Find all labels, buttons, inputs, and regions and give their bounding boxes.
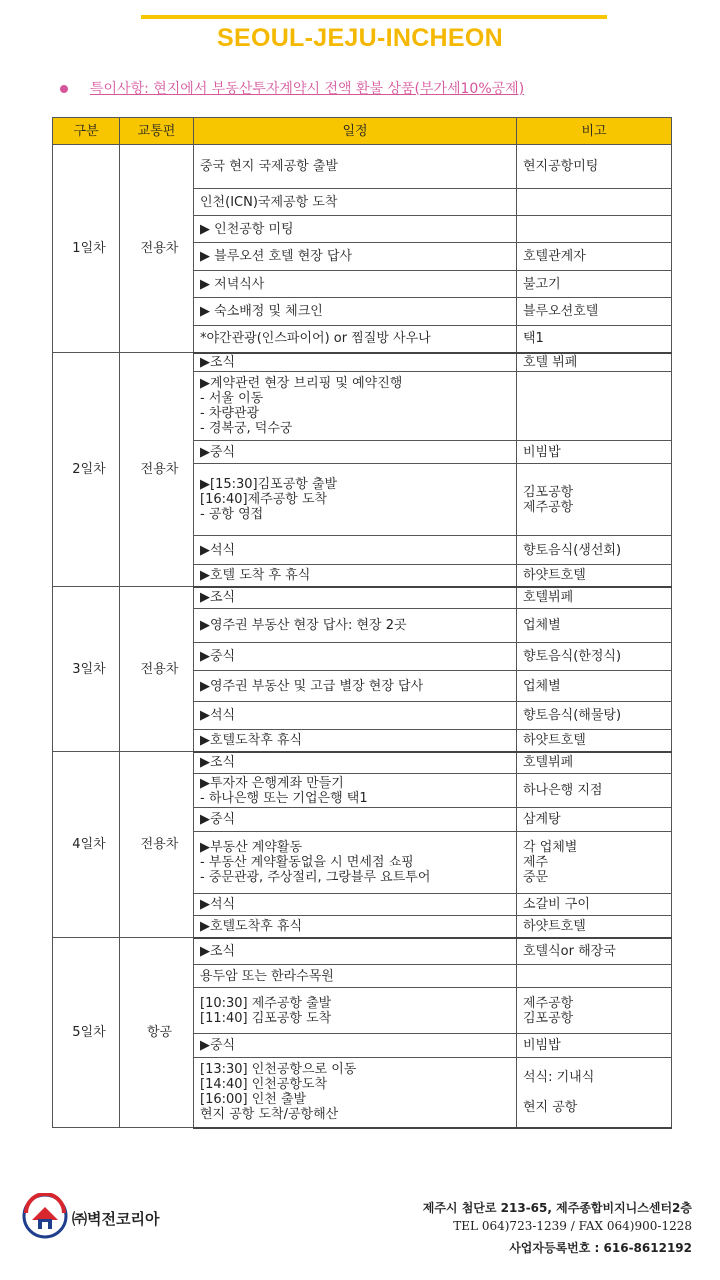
special-note-text: 특이사항: 현지에서 부동산투자계약시 전액 환불 상품(부가세10%공제) bbox=[90, 81, 525, 97]
transport-label: 전용차 bbox=[120, 752, 194, 938]
remarks-cell: 제주공항 김포공항 bbox=[517, 988, 672, 1034]
schedule-cell: ▶중식 bbox=[194, 1034, 517, 1058]
remarks-cell bbox=[517, 965, 672, 988]
schedule-cell: ▶부동산 계약활동 - 부동산 계약활동없을 시 면세점 쇼핑 - 중문관광, 주상절리, 그랑블루 요트투어 bbox=[194, 832, 517, 894]
remarks-cell: 블루오션호텔 bbox=[517, 298, 672, 326]
remarks-cell: 불고기 bbox=[517, 271, 672, 298]
table-row bbox=[53, 938, 672, 965]
company-logo bbox=[22, 1193, 68, 1239]
remarks-cell bbox=[517, 189, 672, 216]
schedule-cell: 인천(ICN)국제공항 도착 bbox=[194, 189, 517, 216]
schedule-cell: ▶ 인천공항 미팅 bbox=[194, 216, 517, 243]
business-number-value: : 616-8612192 bbox=[590, 1241, 692, 1255]
remarks-cell bbox=[517, 216, 672, 243]
business-number-label: 사업자등록번호 bbox=[509, 1241, 591, 1255]
transport-label: 전용차 bbox=[120, 353, 194, 587]
table-row bbox=[53, 145, 672, 189]
schedule-cell: ▶조식 bbox=[194, 752, 517, 774]
schedule-cell: 중국 현지 국제공항 출발 bbox=[194, 145, 517, 189]
schedule-cell: ▶조식 bbox=[194, 587, 517, 609]
table-row bbox=[53, 353, 672, 372]
remarks-cell: 하얏트호텔 bbox=[517, 916, 672, 938]
schedule-cell: ▶호텔 도착 후 휴식 bbox=[194, 565, 517, 587]
schedule-cell: ▶호텔도착후 휴식 bbox=[194, 916, 517, 938]
schedule-cell: ▶중식 bbox=[194, 808, 517, 832]
remarks-cell: 소갈비 구이 bbox=[517, 894, 672, 916]
table-header-row bbox=[53, 118, 672, 145]
remarks-cell: 향토음식(생선회) bbox=[517, 536, 672, 565]
remarks-cell: 비빔밥 bbox=[517, 441, 672, 464]
transport-label: 전용차 bbox=[120, 145, 194, 353]
table-row bbox=[53, 752, 672, 774]
schedule-cell: 용두암 또는 한라수목원 bbox=[194, 965, 517, 988]
business-number bbox=[509, 1239, 692, 1256]
header-transport: 교통편 bbox=[120, 118, 194, 145]
remarks-cell: 김포공항 제주공항 bbox=[517, 464, 672, 536]
remarks-cell: 하얏트호텔 bbox=[517, 730, 672, 752]
company-tel-fax: TEL 064)723-1239 / FAX 064)900-1228 bbox=[453, 1219, 692, 1233]
remarks-cell: 호텔관계자 bbox=[517, 243, 672, 271]
schedule-cell: ▶영주권 부동산 및 고급 별장 현장 답사 bbox=[194, 671, 517, 702]
schedule-cell: ▶ 숙소배정 및 체크인 bbox=[194, 298, 517, 326]
schedule-cell: [10:30] 제주공항 출발 [11:40] 김포공항 도착 bbox=[194, 988, 517, 1034]
schedule-cell: ▶[15:30]김포공항 출발 [16:40]제주공항 도착 - 공항 영접 bbox=[194, 464, 517, 536]
remarks-cell: 호텔 뷔페 bbox=[517, 353, 672, 372]
schedule-cell: ▶투자자 은행계좌 만들기 - 하나은행 또는 기업은행 택1 bbox=[194, 774, 517, 808]
schedule-cell: ▶계약관련 현장 브리핑 및 예약진행 - 서울 이동 - 차량관광 - 경복궁, 덕수궁 bbox=[194, 372, 517, 441]
company-name: ㈜벽전코리아 bbox=[72, 1210, 160, 1228]
remarks-cell: 업체별 bbox=[517, 671, 672, 702]
remarks-cell: 호텔뷔페 bbox=[517, 752, 672, 774]
remarks-cell: 택1 bbox=[517, 326, 672, 353]
schedule-cell: [13:30] 인천공항으로 이동 [14:40] 인천공항도착 [16:00] 인천 출발 현지 공항 도착/공항해산 bbox=[194, 1058, 517, 1128]
remarks-cell: 비빔밥 bbox=[517, 1034, 672, 1058]
remarks-cell bbox=[517, 372, 672, 441]
schedule-cell: ▶조식 bbox=[194, 353, 517, 372]
schedule-cell: ▶호텔도착후 휴식 bbox=[194, 730, 517, 752]
transport-label: 전용차 bbox=[120, 587, 194, 752]
schedule-cell: ▶중식 bbox=[194, 441, 517, 464]
day-label: 1일차 bbox=[53, 145, 120, 353]
special-note bbox=[60, 78, 524, 98]
schedule-table bbox=[52, 117, 672, 1129]
day-label: 2일차 bbox=[53, 353, 120, 587]
remarks-cell: 하나은행 지점 bbox=[517, 774, 672, 808]
remarks-cell: 호텔뷔페 bbox=[517, 587, 672, 609]
remarks-cell: 삼계탕 bbox=[517, 808, 672, 832]
remarks-cell: 하얏트호텔 bbox=[517, 565, 672, 587]
schedule-cell: *야간관광(인스파이어) or 찜질방 사우나 bbox=[194, 326, 517, 353]
schedule-cell: ▶영주권 부동산 현장 답사: 현장 2곳 bbox=[194, 609, 517, 643]
schedule-cell: ▶ 저녁식사 bbox=[194, 271, 517, 298]
table-row bbox=[53, 587, 672, 609]
header-remarks: 비고 bbox=[517, 118, 672, 145]
remarks-cell: 업체별 bbox=[517, 609, 672, 643]
company-address: 제주시 첨단로 213-65, 제주종합비지니스센터2층 bbox=[422, 1201, 692, 1215]
day-label: 5일차 bbox=[53, 938, 120, 1128]
day-label: 3일차 bbox=[53, 587, 120, 752]
title-rule bbox=[141, 15, 607, 19]
remarks-cell: 석식: 기내식 현지 공항 bbox=[517, 1058, 672, 1128]
remarks-cell: 현지공항미팅 bbox=[517, 145, 672, 189]
schedule-cell: ▶석식 bbox=[194, 894, 517, 916]
schedule-cell: ▶조식 bbox=[194, 938, 517, 965]
remarks-cell: 호텔식or 해장국 bbox=[517, 938, 672, 965]
schedule-cell: ▶ 블루오션 호텔 현장 답사 bbox=[194, 243, 517, 271]
transport-label: 항공 bbox=[120, 938, 194, 1128]
schedule-cell: ▶석식 bbox=[194, 536, 517, 565]
bullet-icon bbox=[60, 85, 68, 93]
schedule-cell: ▶중식 bbox=[194, 643, 517, 671]
header-schedule: 일정 bbox=[194, 118, 517, 145]
page-title: SEOUL-JEJU-INCHEON bbox=[217, 24, 503, 52]
day-label: 4일차 bbox=[53, 752, 120, 938]
remarks-cell: 각 업체별 제주 중문 bbox=[517, 832, 672, 894]
header-division: 구분 bbox=[53, 118, 120, 145]
schedule-cell: ▶석식 bbox=[194, 702, 517, 730]
remarks-cell: 향토음식(해물탕) bbox=[517, 702, 672, 730]
remarks-cell: 향토음식(한정식) bbox=[517, 643, 672, 671]
